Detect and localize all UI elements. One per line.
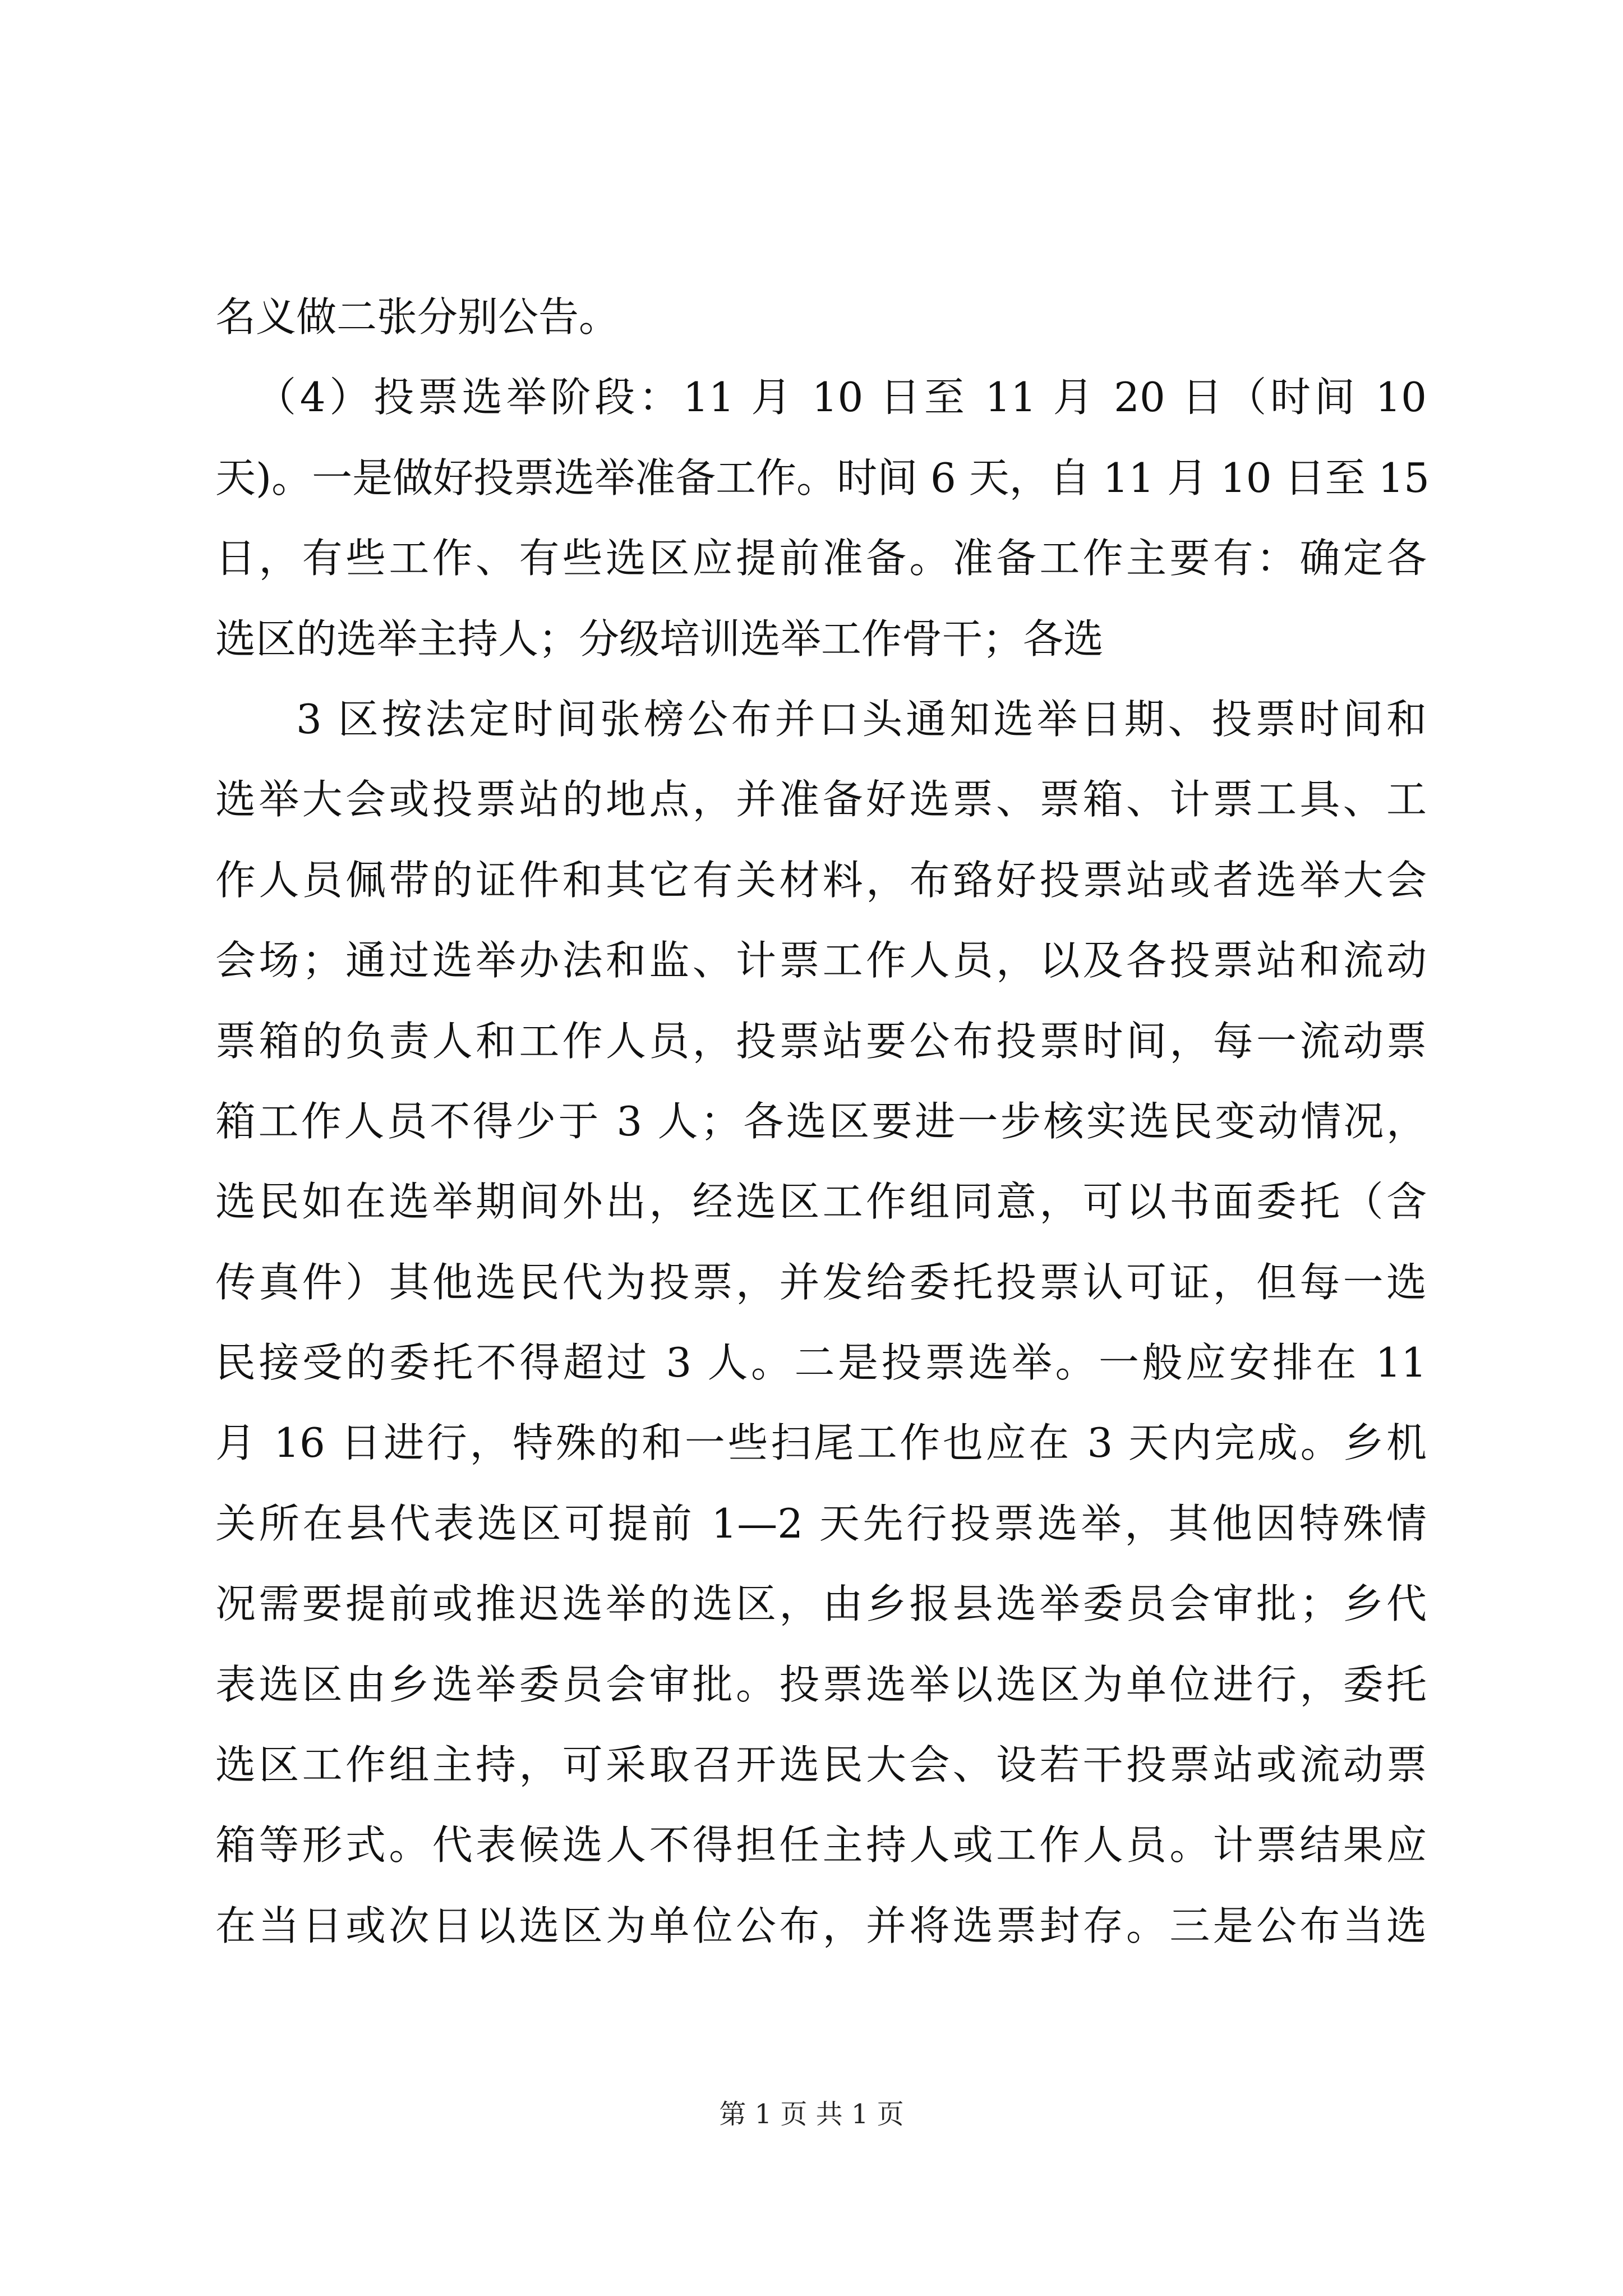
text-line: 况需要提前或推迟选举的选区，由乡报县选举委员会审批；乡代	[215, 1580, 1427, 1628]
text-line: 票箱的负责人和工作人员，投票站要公布投票时间，每一流动票	[215, 1017, 1427, 1065]
text-line: 选举大会或投票站的地点，并准备好选票、票箱、计票工具、工	[215, 776, 1427, 823]
text-line: 月 16 日进行，特殊的和一些扫尾工作也应在 3 天内完成。乡机	[215, 1419, 1427, 1467]
text-line: 在当日或次日以选区为单位公布，并将选票封存。三是公布当选	[215, 1902, 1427, 1949]
text-line: 箱等形式。代表候选人不得担任主持人或工作人员。计票结果应	[215, 1821, 1427, 1869]
text-line: 关所在县代表选区可提前 1—2 天先行投票选举，其他因特殊情	[215, 1499, 1427, 1547]
text-line: 传真件）其他选民代为投票，并发给委托投票认可证，但每一选	[215, 1258, 1427, 1306]
page-footer	[0, 2092, 1623, 2131]
text-line: （4）投票选举阶段：11 月 10 日至 11 月 20 日（时间 10	[256, 374, 1427, 421]
text-line: 选区的选举主持人；分级培训选举工作骨干；各选	[215, 615, 1104, 662]
text-line: 选区工作组主持，可采取召开选民大会、设若干投票站或流动票	[215, 1741, 1427, 1789]
text-line: 名义做二张分别公告。	[215, 293, 620, 341]
text-line: 会场；通过选举办法和监、计票工作人员，以及各投票站和流动	[215, 937, 1427, 984]
page-number-label: 第 1 页 共 1 页	[719, 2099, 904, 2130]
text-line: 箱工作人员不得少于 3 人；各选区要进一步核实选民变动情况，	[215, 1097, 1427, 1145]
text-line: 选民如在选举期间外出，经选区工作组同意，可以书面委托（含	[215, 1178, 1427, 1226]
text-line: 3 区按法定时间张榜公布并口头通知选举日期、投票时间和	[296, 695, 1427, 743]
text-line: 天)。一是做好投票选举准备工作。时间 6 天，自 11 月 10 日至 15	[215, 454, 1430, 501]
text-line: 日，有些工作、有些选区应提前准备。准备工作主要有：确定各	[215, 535, 1427, 582]
text-line: 作人员佩带的证件和其它有关材料，布臵好投票站或者选举大会	[215, 856, 1427, 904]
text-line: 表选区由乡选举委员会审批。投票选举以选区为单位进行，委托	[215, 1660, 1427, 1708]
document-body	[215, 277, 1430, 1966]
text-line: 民接受的委托不得超过 3 人。二是投票选举。一般应安排在 11	[215, 1339, 1427, 1387]
